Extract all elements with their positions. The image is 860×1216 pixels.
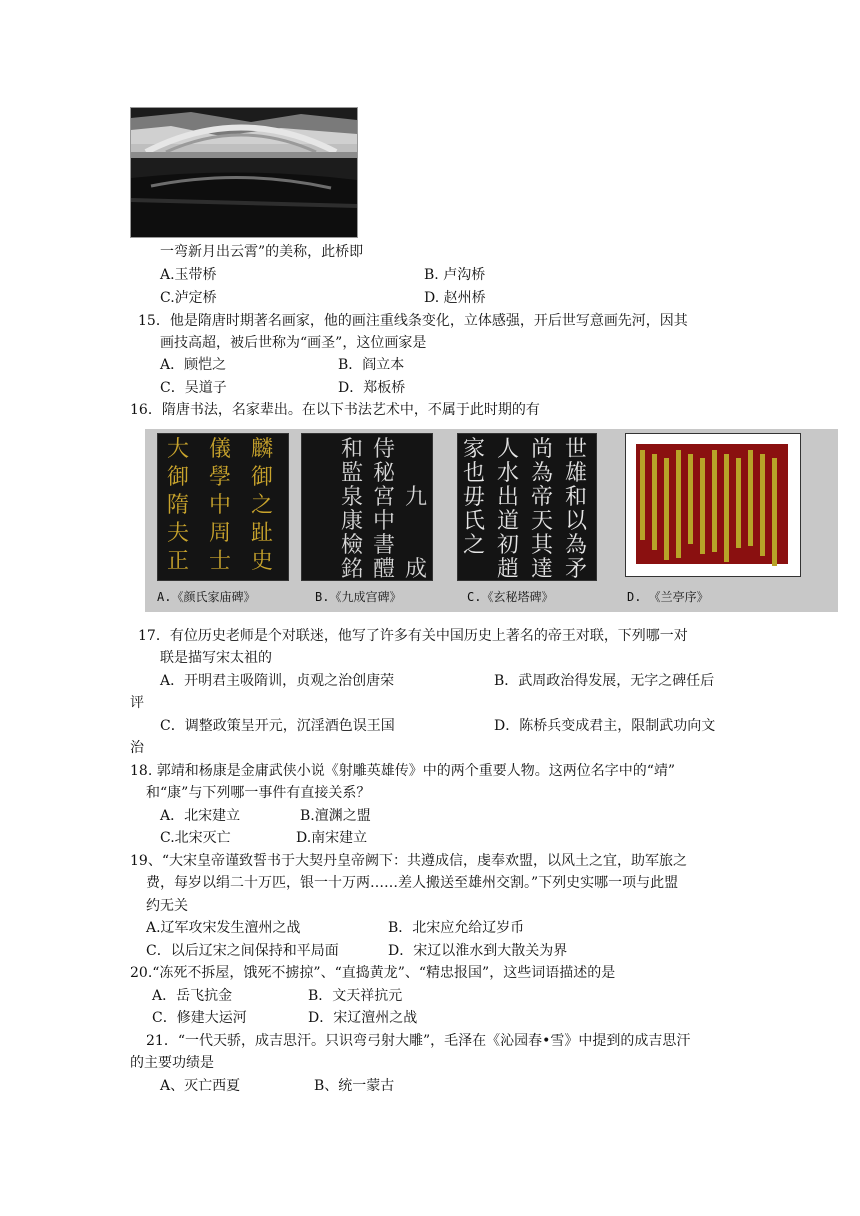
calligraphy-glyph: 周 (208, 521, 231, 546)
q19-option-c: C．以后辽宋之间保持和平局面 (146, 943, 339, 959)
q15-stem-line2: 画技高超，被后世称为“画圣”，这位画家是 (160, 335, 427, 351)
calligraphy-glyph: 之 (250, 493, 273, 518)
caption-d: D. 《兰亭序》 (627, 590, 709, 604)
lantingxu-image (625, 433, 801, 577)
jiuchenggong-stele-image (301, 433, 433, 581)
q20-option-c: C．修建大运河 (152, 1010, 247, 1026)
calligraphy-glyph: 趙 (496, 557, 519, 582)
calligraphy-glyph: 天 (530, 509, 553, 534)
yan-family-temple-stele-image (157, 433, 289, 581)
calligraphy-glyph: 世 (564, 437, 587, 462)
lanting-stroke-column (700, 458, 705, 554)
q17-option-b: B．武周政治得发展，无字之碑任后 (494, 673, 715, 689)
caption-c: C.《玄秘塔碑》 (467, 590, 554, 604)
q18-stem-line1: 18. 郭靖和杨康是金庸武侠小说《射雕英雄传》中的两个重要人物。这两位名字中的“靖” (130, 763, 676, 779)
zhaozhou-bridge-image (130, 107, 358, 238)
calligraphy-glyph: 毋 (462, 485, 485, 510)
q17-option-b-cont: 评 (130, 695, 144, 711)
lanting-stroke-column (736, 458, 741, 548)
q21-option-b: B、统一蒙古 (314, 1078, 395, 1094)
lanting-stroke-column (760, 454, 765, 556)
calligraphy-glyph: 達 (530, 557, 553, 582)
q17-option-d: D．陈桥兵变成君主，限制武功向文 (494, 718, 716, 734)
q20-option-d: D．宋辽澶州之战 (308, 1010, 418, 1026)
calligraphy-glyph: 儀 (208, 437, 231, 462)
q14-option-b: B. 卢沟桥 (424, 267, 486, 283)
calligraphy-glyph: 學 (208, 465, 231, 490)
calligraphy-glyph: 夫 (166, 521, 189, 546)
q18-option-c: C.北宋灭亡 (160, 830, 231, 846)
calligraphy-glyph: 人 (496, 437, 519, 462)
calligraphy-glyph: 銘 (340, 557, 363, 582)
calligraphy-glyph: 雄 (564, 461, 587, 486)
lanting-stroke-column (640, 450, 645, 540)
calligraphy-glyph: 和 (340, 437, 363, 462)
q21-stem-line2: 的主要功绩是 (130, 1055, 214, 1071)
lanting-stroke-column (664, 458, 669, 560)
q18-option-a: A．北宋建立 (160, 808, 241, 824)
calligraphy-glyph: 宮 (372, 485, 395, 510)
calligraphy-glyph: 御 (250, 465, 273, 490)
calligraphy-glyph: 水 (496, 461, 519, 486)
calligraphy-glyph: 其 (530, 533, 553, 558)
calligraphy-glyph: 九 (404, 485, 427, 510)
calligraphy-glyph: 為 (564, 533, 587, 558)
calligraphy-glyph: 大 (166, 437, 189, 462)
calligraphy-glyph: 成 (404, 557, 427, 582)
q15-option-a: A．顾恺之 (160, 357, 227, 373)
q19-stem-line3: 约无关 (146, 898, 188, 914)
xuanmi-pagoda-stele-image (457, 433, 597, 581)
calligraphy-glyph: 御 (166, 465, 189, 490)
calligraphy-glyph: 康 (340, 509, 363, 534)
calligraphy-glyph: 尚 (530, 437, 553, 462)
q14-option-d: D. 赵州桥 (424, 290, 486, 306)
calligraphy-glyph: 出 (496, 485, 519, 510)
calligraphy-glyph: 中 (372, 509, 395, 534)
q18-option-b: B.澶渊之盟 (300, 808, 371, 824)
lanting-stroke-column (676, 450, 681, 558)
caption-a: A.《颜氏家庙碑》 (157, 590, 256, 604)
q19-stem-line1: 19、“大宋皇帝谨致誓书于大契丹皇帝阙下：共遵成信，虔奉欢盟，以风土之宜，助军旅之 (130, 853, 687, 869)
lanting-stroke-column (688, 454, 693, 544)
calligraphy-glyph: 正 (166, 549, 189, 574)
calligraphy-glyph: 中 (208, 493, 231, 518)
calligraphy-glyph: 泉 (340, 485, 363, 510)
q15-option-b: B．阎立本 (338, 357, 405, 373)
lanting-stroke-column (712, 450, 717, 552)
calligraphy-glyph: 麟 (250, 437, 273, 462)
calligraphy-glyph: 之 (462, 533, 485, 558)
q16-stem: 16．隋唐书法，名家辈出。在以下书法艺术中，不属于此时期的有 (130, 402, 540, 418)
q17-stem-line1: 17．有位历史老师是个对联迷，他写了许多有关中国历史上著名的帝王对联，下列哪一对 (138, 628, 688, 644)
calligraphy-glyph: 史 (250, 549, 273, 574)
q20-stem: 20.“冻死不拆屋，饿死不掳掠”、“直捣黄龙”、“精忠报国”，这些词语描述的是 (130, 965, 616, 981)
q14-option-c: C.泸定桥 (160, 290, 217, 306)
calligraphy-glyph: 為 (530, 461, 553, 486)
calligraphy-glyph: 和 (564, 485, 587, 510)
calligraphy-glyph: 也 (462, 461, 485, 486)
lanting-stroke-column (748, 450, 753, 546)
calligraphy-glyph: 書 (372, 533, 395, 558)
q18-option-d: D.南宋建立 (296, 830, 368, 846)
q17-option-d-cont: 治 (130, 740, 144, 756)
q14-stem: 一弯新月出云霄”的美称，此桥即 (160, 244, 364, 260)
lanting-stroke-column (772, 458, 777, 566)
calligraphy-glyph: 初 (496, 533, 519, 558)
q15-option-d: D．郑板桥 (338, 380, 406, 396)
calligraphy-glyph: 檢 (340, 533, 363, 558)
calligraphy-strip (145, 429, 838, 612)
q19-stem-line2: 费，每岁以绢二十万匹，银一十万两……差人搬送至雄州交割。”下列史实哪一项与此盟 (146, 875, 679, 891)
calligraphy-glyph: 趾 (250, 521, 273, 546)
lanting-stroke-column (724, 454, 729, 562)
q17-stem-line2: 联是描写宋太祖的 (160, 650, 272, 666)
q20-option-a: A．岳飞抗金 (152, 988, 233, 1004)
lanting-stroke-column (652, 454, 657, 550)
calligraphy-glyph: 監 (340, 461, 363, 486)
q20-option-b: B．文天祥抗元 (308, 988, 403, 1004)
q19-option-d: D．宋辽以淮水到大散关为界 (388, 943, 568, 959)
calligraphy-glyph: 秘 (372, 461, 395, 486)
q18-stem-line2: 和“康”与下列哪一事件有直接关系？ (146, 785, 371, 801)
calligraphy-glyph: 侍 (372, 437, 395, 462)
q15-option-c: C．吴道子 (160, 380, 227, 396)
q17-option-a: A．开明君主吸隋训，贞观之治创唐荣 (160, 673, 395, 689)
caption-b: B.《九成宫碑》 (315, 590, 402, 604)
calligraphy-glyph: 士 (208, 549, 231, 574)
calligraphy-glyph: 氏 (462, 509, 485, 534)
calligraphy-glyph: 帝 (530, 485, 553, 510)
q21-option-a: A、灭亡西夏 (160, 1078, 241, 1094)
calligraphy-glyph: 以 (564, 509, 587, 534)
calligraphy-glyph: 醴 (372, 557, 395, 582)
q19-option-b: B．北宋应允给辽岁币 (388, 920, 525, 936)
q21-stem-line1: 21．“一代天骄，成吉思汗。只识弯弓射大雕”，毛泽在《沁园春•雪》中提到的成吉思汗 (146, 1033, 691, 1049)
calligraphy-glyph: 矛 (564, 557, 587, 582)
q17-option-c: C．调整政策呈开元，沉淫酒色误王国 (160, 718, 395, 734)
calligraphy-glyph: 家 (462, 437, 485, 462)
q15-stem-line1: 15．他是隋唐时期著名画家，他的画注重线条变化，立体感强，开后世写意画先河，因其 (138, 313, 688, 329)
q14-option-a: A.玉带桥 (160, 267, 217, 283)
calligraphy-glyph: 道 (496, 509, 519, 534)
calligraphy-glyph: 隋 (166, 493, 189, 518)
q19-option-a: A.辽军攻宋发生澶州之战 (146, 920, 301, 936)
